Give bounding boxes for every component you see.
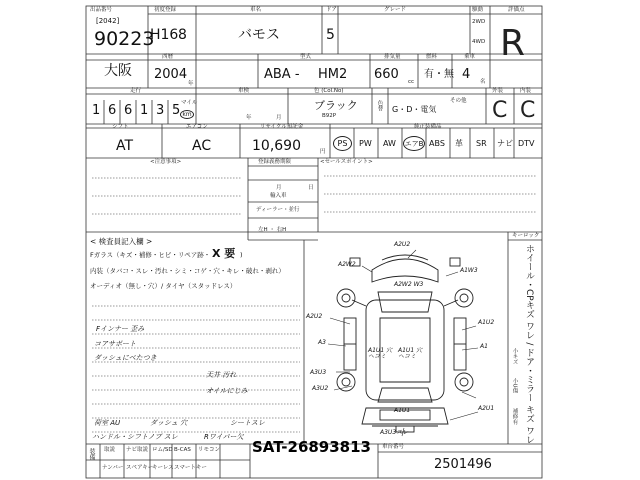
year-unit: 年 — [188, 81, 194, 87]
damage-mark: A1U1 穴ヘコミ — [368, 347, 393, 360]
chassis-number: 2501496 — [434, 457, 492, 472]
drive-2wd: 2WD — [472, 19, 486, 25]
mileage-unit-km: km — [180, 110, 194, 119]
footer-item-top: リモコン — [198, 447, 221, 453]
shift: AT — [116, 138, 134, 154]
inspection-year-unit: 年 — [246, 115, 252, 121]
lot-number: 90223 — [94, 28, 155, 50]
ac-label: エアコン — [186, 124, 208, 130]
inspector-title: < 検査員記入欄 > — [90, 237, 153, 246]
footer-item: キーレス — [152, 465, 174, 471]
legend-repaired: 補修有 — [511, 408, 518, 425]
interior-label: 内装 — [520, 88, 532, 94]
caution-label: <注意事項> — [150, 159, 182, 165]
grade-label: グレード — [384, 7, 407, 13]
mileage-unit-mile: マイル — [181, 100, 198, 106]
sales-point-label: <セールスポイント> — [320, 159, 373, 165]
color-change-label: 色替 — [376, 100, 383, 111]
audio-tire-note: オーディオ（無し・穴）/ タイヤ（スタッドレス） — [90, 282, 237, 290]
model-prefix: ABA - — [264, 67, 300, 82]
year: 2004 — [154, 67, 188, 82]
handwritten-note: オイルにじみ — [206, 387, 248, 395]
mileage-digit: 6 — [108, 103, 117, 118]
color-code: B92P — [322, 113, 337, 119]
equipment-label: 純正装備品 — [414, 124, 442, 130]
cc-unit: cc — [408, 79, 415, 85]
damage-mark: A1 — [480, 343, 488, 350]
handwritten-note: ダッシュ 穴 — [150, 419, 188, 427]
fuel-label: 燃料 — [426, 54, 438, 60]
chassis-label: 車台番号 — [382, 444, 405, 450]
mileage-digit: 1 — [92, 103, 101, 118]
equipment-navi: ナビ — [497, 139, 513, 148]
damage-mark: A2W2 W3 — [394, 281, 424, 288]
damage-mark: A3U3 — [310, 369, 327, 376]
damage-mark: A1U2 — [478, 319, 495, 326]
color: ブラック — [314, 99, 358, 112]
recycle-unit: 円 — [320, 149, 326, 155]
era-year: H16 — [150, 27, 179, 43]
deadline-month-unit: 月 — [276, 185, 282, 191]
doors: 5 — [326, 27, 335, 43]
lot-small-number: [2042] — [96, 17, 120, 25]
glass-close: ) — [240, 251, 243, 259]
model-code: HM2 — [318, 67, 348, 82]
recycle-label: リサイクル預託金 — [260, 124, 304, 130]
damage-mark: A2U2 — [394, 241, 411, 248]
seats-label: 乗車 — [464, 54, 476, 60]
car-name: バモス — [238, 27, 280, 43]
lot-label: 出品番号 — [90, 7, 113, 13]
equipment-ps: PS — [333, 136, 352, 151]
footer-item-top: ナビ取説 — [126, 447, 149, 453]
inspection-month-unit: 月 — [276, 115, 282, 121]
footer-item-top: B-CAS — [174, 447, 191, 453]
inspection-label: 車検 — [238, 88, 250, 94]
footer-item-top: ロム/SD — [152, 447, 173, 453]
handwritten-note: Fインナー 歪み — [96, 325, 145, 333]
handwritten-note: 天井 汚れ — [206, 371, 237, 379]
equipment-airbag: エアB — [403, 136, 425, 151]
mileage-digit: 3 — [156, 103, 165, 118]
displacement: 660 — [374, 67, 399, 82]
steering-side-label: 左H ・ 右H — [258, 227, 287, 233]
color-label: 色 (Col.No) — [314, 88, 344, 94]
model-label: 型式 — [300, 54, 312, 60]
equipment-aw: AW — [383, 139, 396, 148]
mileage-digit: 1 — [140, 103, 149, 118]
equipment-footer-label: 装備 — [88, 448, 95, 460]
fuel: 有・無 — [424, 69, 454, 80]
exterior-label: 外装 — [492, 88, 504, 94]
shift-label: シフト — [112, 124, 129, 130]
footer-item: スペアキー — [126, 465, 154, 471]
interior-grade: C — [520, 98, 536, 123]
interior-note: 内装（タバコ・スレ・汚れ・シミ・コゲ・穴・キレ・破れ・剥れ） — [90, 267, 285, 275]
drive-4wd: 4WD — [472, 39, 486, 45]
handwritten-note: Rワイパー欠 — [204, 433, 244, 441]
car-name-label: 車名 — [250, 7, 262, 13]
glass-mark: X 要 — [212, 247, 236, 260]
damage-mark: A2U2 — [306, 313, 323, 320]
import-car-label: 輸入車 — [270, 193, 287, 199]
damage-mark: A1U1 穴ヘコミ — [398, 347, 423, 360]
exterior-grade: C — [492, 98, 508, 123]
mileage-digit: 6 — [124, 103, 133, 118]
equipment-sr: SR — [476, 139, 487, 148]
region: 大阪 — [104, 63, 132, 79]
footer-item-top: 取説 — [104, 447, 116, 453]
footer-item: スマートキー — [174, 465, 207, 471]
evaluation-label: 評価点 — [508, 7, 525, 13]
first-registration-label: 初度登録 — [154, 7, 177, 13]
recycle-fee: 10,690 — [252, 138, 301, 154]
handwritten-note: 荷室 AU — [94, 419, 121, 427]
damage-mark: A2U1 — [478, 405, 495, 412]
damage-mark: A3U2 — [312, 385, 329, 392]
handwritten-note: ハンドル・シフトノブ スレ — [92, 433, 178, 441]
handwritten-note: コアサポート — [94, 340, 136, 348]
handwritten-note: シートスレ — [230, 419, 265, 427]
wheel-door-legend: ホイール・CPキズ ワレ / ドア・ミラー キズ ワレ — [524, 244, 534, 445]
mileage-label: 走行 — [130, 88, 142, 94]
glass-note: Fガラス（キズ・補修・ヒビ・リペア跡・ — [90, 251, 211, 259]
equipment-pw: PW — [359, 139, 372, 148]
paint-options: G・D・電気 — [392, 105, 437, 114]
deadline-day-unit: 日 — [308, 185, 314, 191]
equipment-abs: ABS — [429, 139, 445, 148]
paint-other: その他 — [450, 98, 467, 104]
year-label: 西暦 — [162, 54, 174, 60]
damage-mark: A3 — [318, 339, 326, 346]
door-label: ドア — [326, 7, 337, 13]
key-lock-label: キーロック — [512, 233, 540, 239]
seats: 4 — [462, 67, 471, 82]
displacement-label: 排気量 — [384, 54, 401, 60]
damage-mark: A1U1 — [394, 407, 411, 414]
evaluation-score: R — [500, 23, 526, 64]
registration-deadline-label: 登録義務期限 — [258, 159, 292, 165]
damage-mark: A2W2 — [338, 261, 356, 268]
footer-item: ナンバー — [102, 465, 124, 471]
damage-mark: A3U3スレ — [380, 429, 409, 436]
mileage-digit: 5 — [172, 103, 181, 118]
legend-small-dent: 小U傷 — [511, 378, 518, 394]
ac: AC — [192, 138, 212, 154]
handwritten-note: ダッシュにべたつき — [94, 354, 157, 362]
dealer-parallel-label: ディーラー・並行 — [256, 207, 300, 213]
sat-code: SAT-26893813 — [252, 438, 371, 456]
equipment-dtv: DTV — [518, 139, 535, 148]
equipment-leather: 革 — [455, 139, 463, 148]
legend-small-scratch: 小キズ — [511, 348, 518, 365]
drive-label: 駆動 — [472, 7, 484, 13]
registration-month: 8 — [178, 27, 187, 43]
damage-mark: A1W3 — [460, 267, 478, 274]
seats-unit: 名 — [480, 79, 486, 85]
